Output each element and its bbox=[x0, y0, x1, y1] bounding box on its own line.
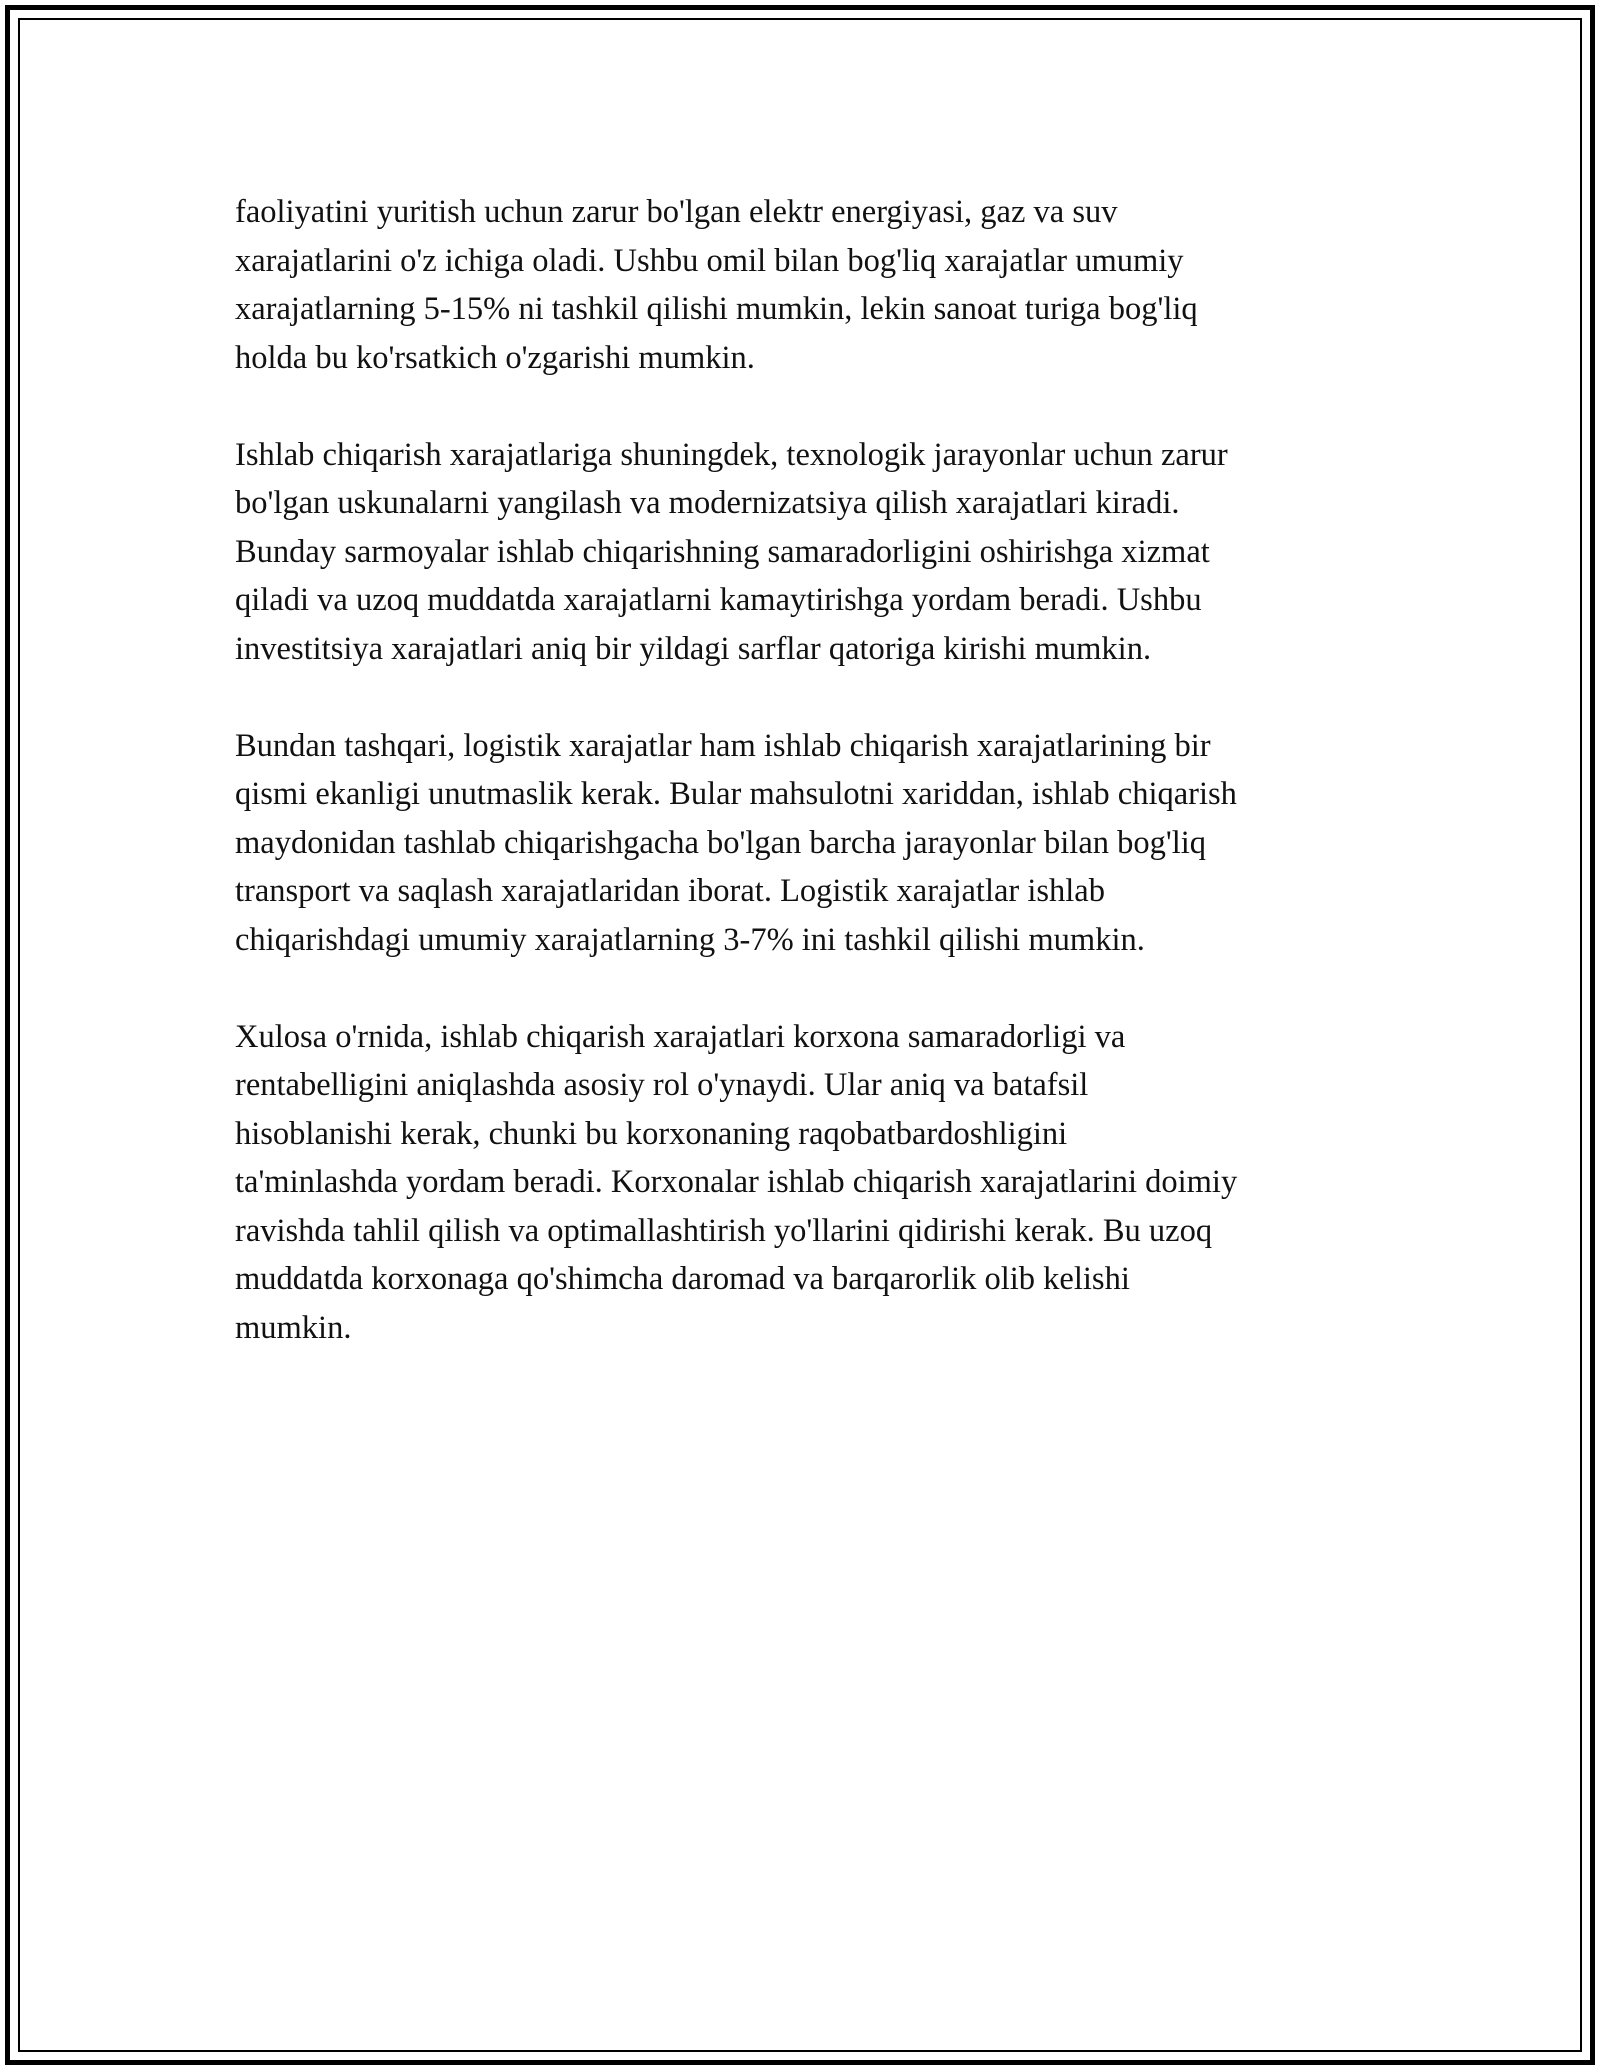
paragraph-utilities: faoliyatini yuritish uchun zarur bo'lgan elektr energiyasi, gaz va suv xarajatlarini o'z ichiga oladi. Ushbu omil bilan bog'liq xarajatlar umumiy xarajatlarning 5-15% ni tashkil qilishi mumkin, lekin sanoat turiga bog'liq holda bu ko'rsatkich o'zgarishi mumkin. bbox=[235, 194, 1198, 376]
document-body bbox=[235, 188, 1375, 1401]
paragraph-equipment-modernization: Ishlab chiqarish xarajatlariga shuningdek, texnologik jarayonlar uchun zarur bo'lgan uskunalarni yangilash va modernizatsiya qilish xarajatlari kiradi. Bunday sarmoyalar ishlab chiqarishning samaradorligini oshirishga xizmat qiladi va uzoq muddatda xarajatlarni kamaytirishga yordam beradi. Ushbu investitsiya xarajatlari aniq bir yildagi sarflar qatoriga kirishi mumkin. bbox=[235, 436, 1228, 667]
paragraph-logistics: Bundan tashqari, logistik xarajatlar ham ishlab chiqarish xarajatlarining bir qismi ekanligi unutmaslik kerak. Bular mahsulotni xariddan, ishlab chiqarish maydonidan tashlab chiqarishgacha bo'lgan barcha jarayonlar bilan bog'liq transport va saqlash xarajatlaridan iborat. Logistik xarajatlar ishlab chiqarishdagi umumiy xarajatlarning 3-7% ini tashkil qilishi mumkin. bbox=[235, 727, 1237, 958]
paragraph-conclusion: Xulosa o'rnida, ishlab chiqarish xarajatlari korxona samaradorligi va rentabelligini aniqlashda asosiy rol o'ynaydi. Ular aniq va batafsil hisoblanishi kerak, chunki bu korxonaning raqobatbardoshligini ta'minlashda yordam beradi. Korxonalar ishlab chiqarish xarajatlarini doimiy ravishda tahlil qilish va optimallashtirish yo'llarini qidirishi kerak. Bu uzoq muddatda korxonaga qo'shimcha daromad va barqarorlik olib kelishi mumkin. bbox=[235, 1018, 1238, 1346]
